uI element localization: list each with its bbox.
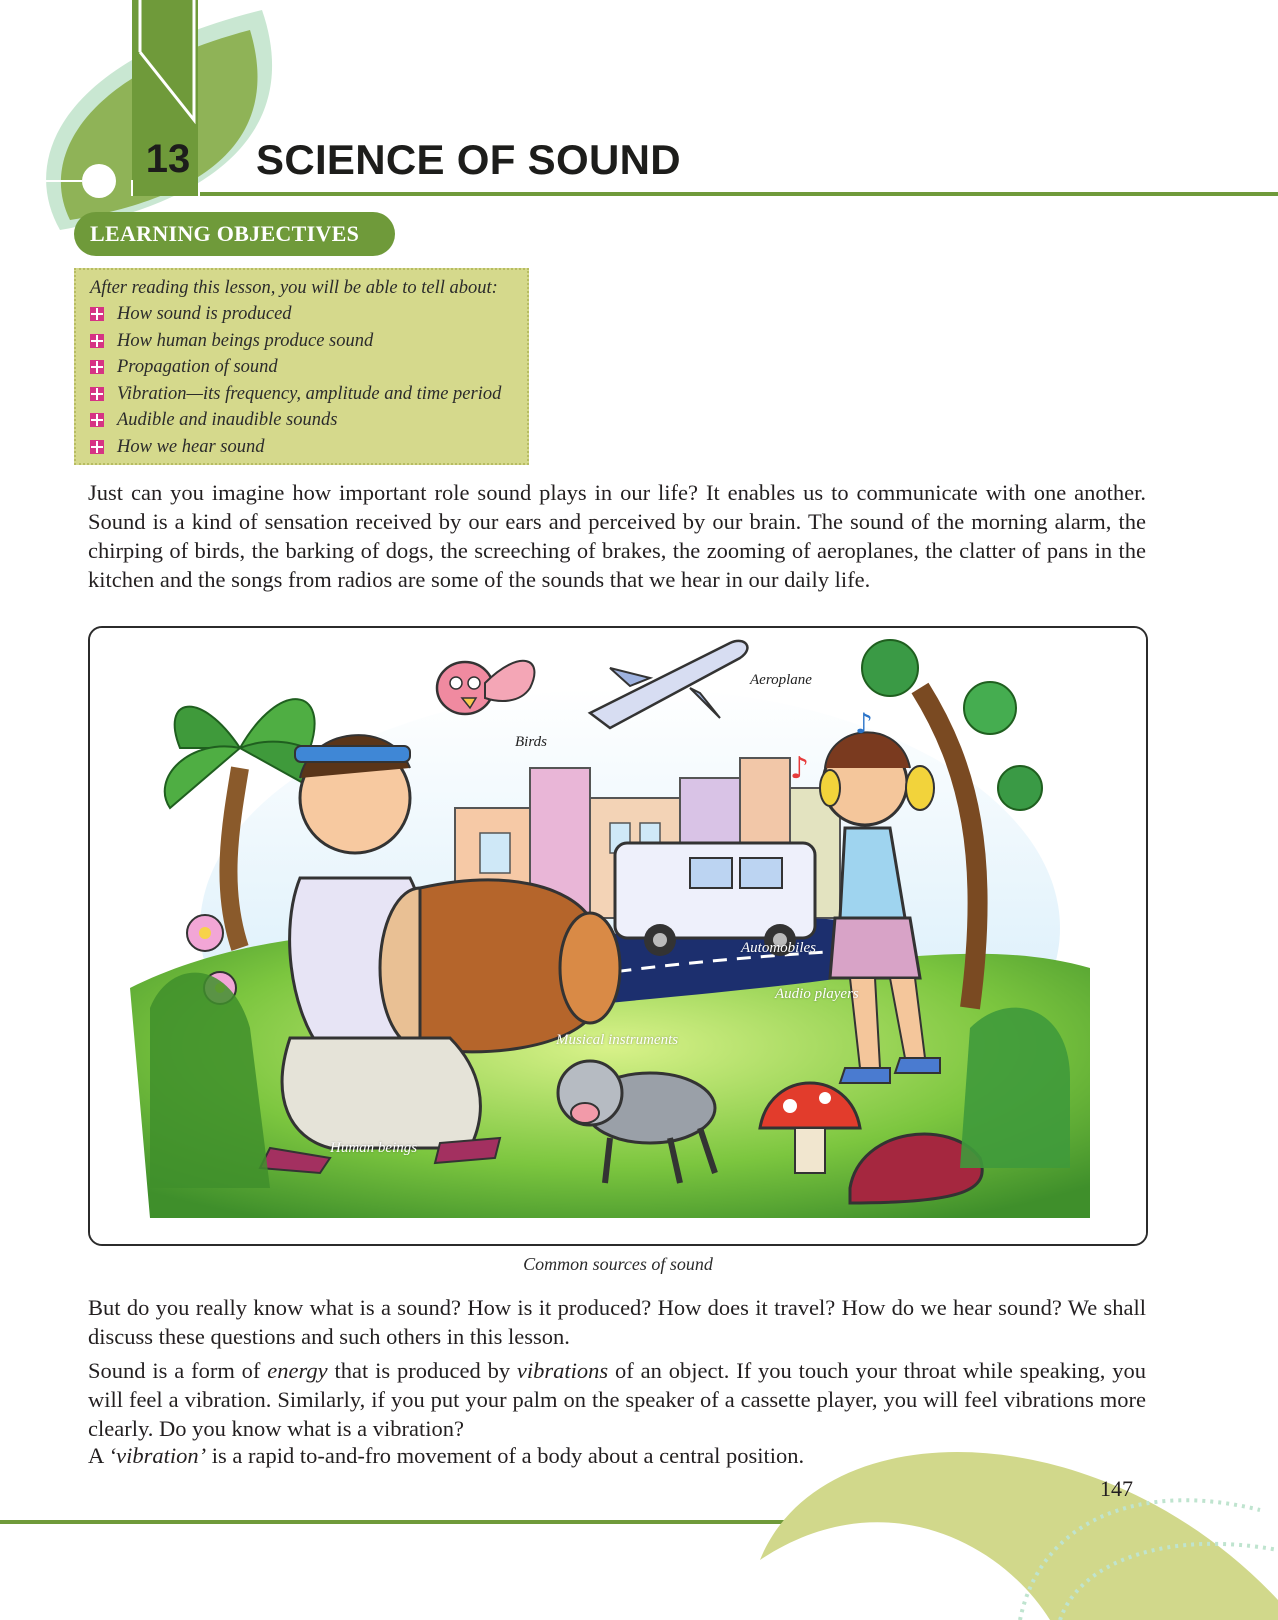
text-run: is a rapid to-and-fro movement of a body about a central position. — [206, 1443, 805, 1468]
circle-decoration — [82, 164, 116, 198]
list-item-text: How we hear sound — [117, 436, 265, 457]
text-run: Sound is a form of — [88, 1358, 268, 1383]
leaf-decoration-bottom — [760, 1452, 1278, 1620]
chapter-number: 13 — [145, 137, 191, 181]
list-item — [90, 381, 527, 408]
energy-paragraph — [88, 1356, 1146, 1443]
label-aeroplane: Aeroplane — [750, 672, 812, 688]
svg-text:♪: ♪ — [855, 707, 873, 740]
cross-bullet-icon — [90, 440, 104, 454]
header-rule — [200, 192, 1278, 196]
list-item — [90, 434, 527, 461]
vibration-definition-paragraph — [88, 1441, 1146, 1470]
text-run: A — [88, 1443, 109, 1468]
svg-text:♪: ♪ — [790, 751, 810, 786]
cross-bullet-icon — [90, 307, 104, 321]
learning-objectives-list — [90, 301, 527, 460]
list-item-text: Propagation of sound — [117, 357, 278, 377]
footer-rule — [0, 1520, 812, 1524]
list-item — [90, 354, 527, 381]
text-run: of an object. If you touch your throat while speaking, you will feel a vibration. Similarly, if you put your palm on the speaker of a cassette player, you will feel vibrations more clearly. Do you know what is a vibration? — [88, 1358, 1146, 1441]
chapter-title: SCIENCE OF SOUND — [256, 136, 681, 183]
learning-objectives-intro: After reading this lesson, you will be able to tell about: — [90, 278, 498, 298]
emphasis-vibration: ‘vibration’ — [108, 1443, 207, 1468]
emphasis-energy: energy — [267, 1358, 328, 1383]
illustration-scene — [90, 628, 1146, 1244]
cross-bullet-icon — [90, 413, 104, 427]
list-item-text: Vibration—its frequency, amplitude and time period — [117, 383, 502, 404]
intro-paragraph: Just can you imagine how important role sound plays in our life? It enables us to communicate with one another. Sound is a kind of sensation received by our ears and perceived by our brain. The sound of the morning alarm, the chirping of birds, the barking of dogs, the screeching of brakes, the zooming of aeroplanes, the clatter of pans in the kitchen and the songs from radios are some of the sounds that we hear in our daily life. — [88, 480, 1146, 592]
sound-sources-illustration — [88, 626, 1148, 1246]
list-item — [90, 407, 527, 434]
questions-paragraph: But do you really know what is a sound? How is it produced? How does it travel? How do we hear sound? We shall discuss these questions and such others in this lesson. — [88, 1295, 1146, 1349]
text-run: that is produced by — [327, 1358, 517, 1383]
list-item — [90, 328, 527, 355]
page-number: 147 — [1100, 1476, 1133, 1501]
label-birds: Birds — [515, 734, 547, 750]
list-item-text: Audible and inaudible sounds — [117, 410, 338, 430]
list-item — [90, 301, 527, 328]
list-item-text: How human beings produce sound — [117, 330, 374, 351]
cross-bullet-icon — [90, 334, 104, 348]
learning-objectives-heading: LEARNING OBJECTIVES — [74, 212, 395, 256]
emphasis-vibrations: vibrations — [516, 1358, 609, 1383]
figure-caption: Common sources of sound — [523, 1254, 713, 1274]
cross-bullet-icon — [90, 387, 104, 401]
list-item-text: How sound is produced — [117, 304, 292, 324]
learning-objectives-box — [74, 268, 529, 465]
label-musical-instruments: Musical instruments — [556, 1032, 679, 1048]
label-human-beings: Human beings — [330, 1140, 418, 1156]
cross-bullet-icon — [90, 360, 104, 374]
label-audio-players: Audio players — [775, 986, 859, 1002]
label-automobiles: Automobiles — [741, 940, 816, 956]
